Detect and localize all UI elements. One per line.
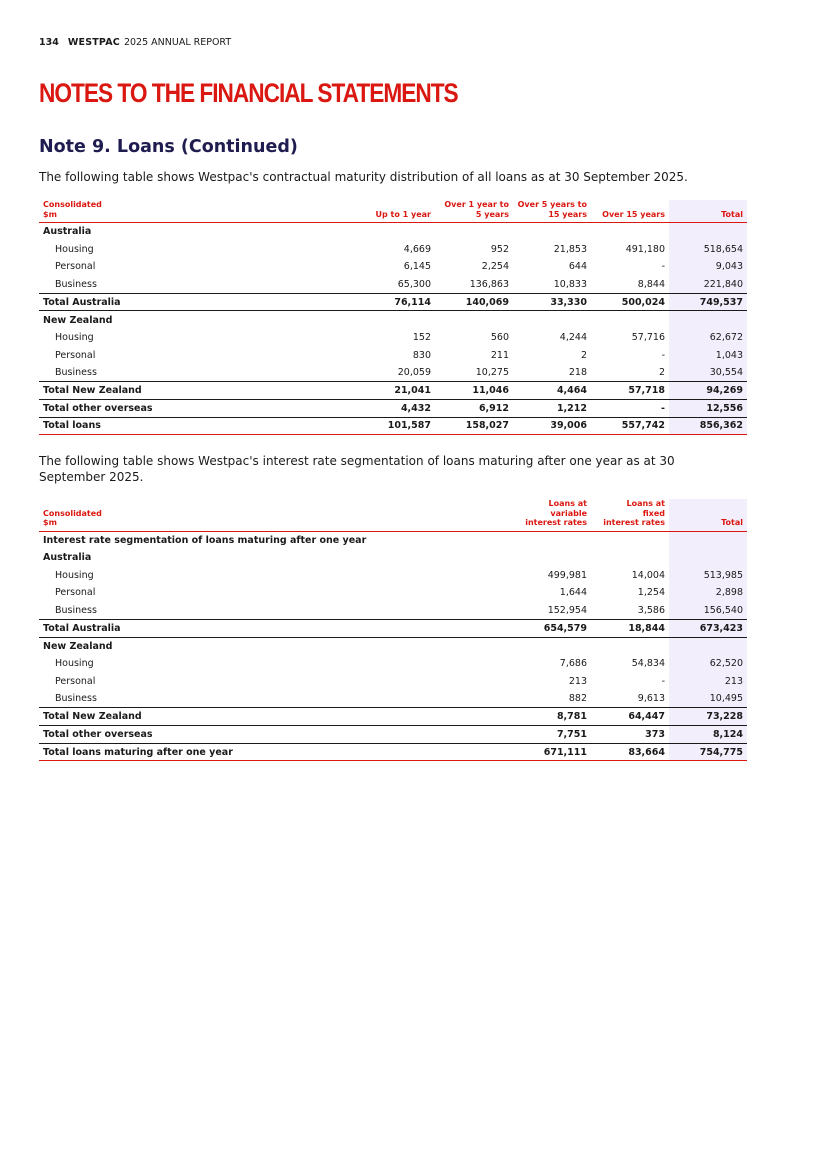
table-row [39,602,747,620]
table-cell: 830 [412,349,431,361]
page-number: 134 [39,37,59,48]
column-header-total [669,499,747,531]
table-row [39,223,747,241]
table-cell: 10,495 [669,690,747,708]
table-cell: 21,853 [553,243,587,255]
column-header-text: Up to 1 year [375,209,431,219]
brand-name: WESTPAC [67,37,120,48]
table-cell: 654,579 [513,619,591,637]
row-label: Total other overseas [39,726,513,744]
table-cell [669,549,747,567]
table-row [39,311,747,329]
table-cell: 560 [490,331,509,343]
table-header-row [39,200,747,223]
table-cell: 644 [568,261,587,273]
table-cell [435,311,513,329]
table-cell [669,223,747,241]
table-cell: - [661,675,665,687]
table-cell: 4,244 [559,331,587,343]
row-label: Total Australia [39,619,513,637]
table-cell: 373 [591,726,669,744]
table-cell: 76,114 [357,293,435,311]
table-cell [669,637,747,655]
table-row [39,346,747,364]
table-cell: 1,043 [669,346,747,364]
table-cell: 9,043 [669,258,747,276]
table-cell: 749,537 [669,293,747,311]
table-row-grand-total [39,743,747,761]
table-row [39,276,747,294]
table-row [39,364,747,382]
table-cell: 518,654 [669,240,747,258]
table-cell: 491,180 [625,243,665,255]
table-cell [669,531,747,549]
table-cell: 20,059 [357,364,435,382]
table-cell: 10,275 [435,364,513,382]
column-header-text: interest rates [603,518,665,527]
row-label: Australia [43,226,92,238]
table-cell: 10,833 [513,276,591,294]
table-cell: 7,751 [513,726,591,744]
table-row [39,584,747,602]
table-cell: 6,145 [403,261,431,273]
table-cell [513,311,591,329]
table-cell: 62,520 [669,655,747,673]
table-cell: 221,840 [669,276,747,294]
row-label: New Zealand [43,640,113,652]
row-label: Business [39,602,513,620]
table-cell: 4,432 [357,399,435,417]
table-cell: 7,686 [559,658,587,670]
column-header-total [669,200,747,223]
column-header-text: Total [721,518,743,527]
row-label: Total other overseas [39,399,357,417]
table-cell: - [591,399,669,417]
table-row-total [39,382,747,400]
note-title: Note 9. Loans (Continued) [39,137,298,157]
table-cell: 499,981 [547,569,587,581]
row-label: Housing [55,658,94,670]
table-row [39,637,747,655]
row-label: Housing [55,243,94,255]
table-cell: 136,863 [435,276,513,294]
column-header-text: Consolidated [43,508,102,518]
column-header-text: Total [721,209,743,219]
table-row [39,655,747,673]
table-cell: 65,300 [357,276,435,294]
table-cell [669,311,747,329]
table-cell: 152 [412,331,431,343]
column-header-text: interest rates [525,518,587,527]
row-label: Housing [55,331,94,343]
row-label: Business [39,276,357,294]
table-cell [513,531,591,549]
column-header-variable-rates [513,499,591,531]
row-label: Personal [55,587,96,599]
table-header-row [39,499,747,531]
table-row-total [39,726,747,744]
column-header-text: Over 15 years [602,209,665,219]
table-cell: 4,669 [403,243,431,255]
intro-text-interest-rate: The following table shows Westpac's interest rate segmentation of loans maturing after one year as at 30 September 2025. [39,454,675,484]
table-cell: 557,742 [591,417,669,435]
interest-rate-segmentation-table [39,499,747,761]
table-cell: 8,124 [669,726,747,744]
column-header-fixed-rates [591,499,669,531]
table-cell: 671,111 [513,743,591,761]
column-header-text: Over 1 year to [444,200,509,209]
table-cell [591,549,669,567]
table-cell: 952 [490,243,509,255]
table-cell: 9,613 [591,690,669,708]
table-cell [357,311,435,329]
table-cell: 57,718 [591,382,669,400]
table-cell: 64,447 [591,708,669,726]
table-cell: - [661,261,665,273]
table-cell [357,223,435,241]
table-cell: 218 [513,364,591,382]
table-cell: 101,587 [357,417,435,435]
table-cell: 2 [580,349,587,361]
row-label: Personal [55,261,96,273]
column-header-text: $m [43,518,57,527]
table-cell [591,311,669,329]
table-row [39,690,747,708]
table-cell [435,223,513,241]
column-header-5-to-15-years [513,200,591,223]
table-row-grand-total [39,417,747,435]
table-cell: - [661,349,665,361]
table-row [39,566,747,584]
column-header-text: fixed [642,508,665,518]
column-header-consolidated [39,200,357,223]
row-label: Total Australia [39,293,357,311]
table-cell: 83,664 [591,743,669,761]
column-header-text: Over 5 years to [517,200,587,209]
table-cell: 213 [669,673,747,691]
table-row [39,329,747,347]
table-cell: 62,672 [669,329,747,347]
table-row [39,673,747,691]
table-cell: 8,844 [591,276,669,294]
table-row [39,549,747,567]
section-title: NOTES TO THE FINANCIAL STATEMENTS [39,78,458,108]
row-label: Interest rate segmentation of loans maturing after one year [43,534,367,546]
row-label: Australia [43,552,92,564]
column-header-text: variable [550,508,587,518]
row-label: Housing [55,569,94,581]
row-label: Business [39,364,357,382]
table-row [39,258,747,276]
column-header-1-to-5-years [435,200,513,223]
table-row-total [39,619,747,637]
table-cell: 1,644 [559,587,587,599]
column-header-over-15-years [591,200,669,223]
table-cell: 14,004 [631,569,665,581]
table-row-total [39,399,747,417]
table-cell: 39,006 [513,417,591,435]
column-header-consolidated [39,499,513,531]
table-cell: 2,898 [669,584,747,602]
table-cell: 73,228 [669,708,747,726]
table-cell [591,223,669,241]
table-cell: 6,912 [435,399,513,417]
table-cell: 1,212 [513,399,591,417]
table-cell: 54,834 [631,658,665,670]
table-cell: 213 [568,675,587,687]
intro-text-maturity: The following table shows Westpac's contractual maturity distribution of all loans as at 30 September 2025. [39,170,688,184]
table-cell: 140,069 [435,293,513,311]
table-cell: 57,716 [631,331,665,343]
table-cell: 11,046 [435,382,513,400]
row-label: Total loans maturing after one year [39,743,513,761]
table-cell: 33,330 [513,293,591,311]
table-row-total [39,293,747,311]
table-cell: 8,781 [513,708,591,726]
table-cell: 500,024 [591,293,669,311]
table-cell: 4,464 [513,382,591,400]
table-cell: 3,586 [591,602,669,620]
row-label: Total New Zealand [39,382,357,400]
table-cell: 2 [591,364,669,382]
row-label: Business [39,690,513,708]
column-header-text: $m [43,209,57,219]
table-cell: 156,540 [669,602,747,620]
table-cell: 21,041 [357,382,435,400]
table-row-total [39,708,747,726]
table-cell [591,531,669,549]
table-cell: 513,985 [669,566,747,584]
table-cell: 152,954 [513,602,591,620]
column-header-text: 15 years [548,209,587,219]
row-label: New Zealand [43,314,113,326]
page-header [39,37,231,48]
table-cell: 2,254 [481,261,509,273]
table-cell: 754,775 [669,743,747,761]
column-header-text: Loans at [626,499,665,508]
table-row [39,240,747,258]
table-row [39,531,747,549]
table-cell: 1,254 [637,587,665,599]
table-cell: 12,556 [669,399,747,417]
table-cell: 882 [513,690,591,708]
report-name: 2025 ANNUAL REPORT [123,37,232,48]
table-cell [513,637,591,655]
column-header-text: Consolidated [43,200,102,209]
table-cell: 211 [490,349,509,361]
table-cell [591,637,669,655]
table-cell [513,223,591,241]
row-label: Total loans [39,417,357,435]
column-header-text: Loans at [548,499,587,508]
row-label: Total New Zealand [39,708,513,726]
row-label: Personal [55,675,96,687]
table-cell: 30,554 [669,364,747,382]
table-cell [513,549,591,567]
table-cell: 673,423 [669,619,747,637]
table-cell: 856,362 [669,417,747,435]
row-label: Personal [55,349,96,361]
column-header-up-to-1-year [357,200,435,223]
table-cell: 94,269 [669,382,747,400]
table-cell: 18,844 [591,619,669,637]
column-header-text: 5 years [475,209,509,219]
table-cell: 158,027 [435,417,513,435]
maturity-distribution-table [39,200,747,435]
